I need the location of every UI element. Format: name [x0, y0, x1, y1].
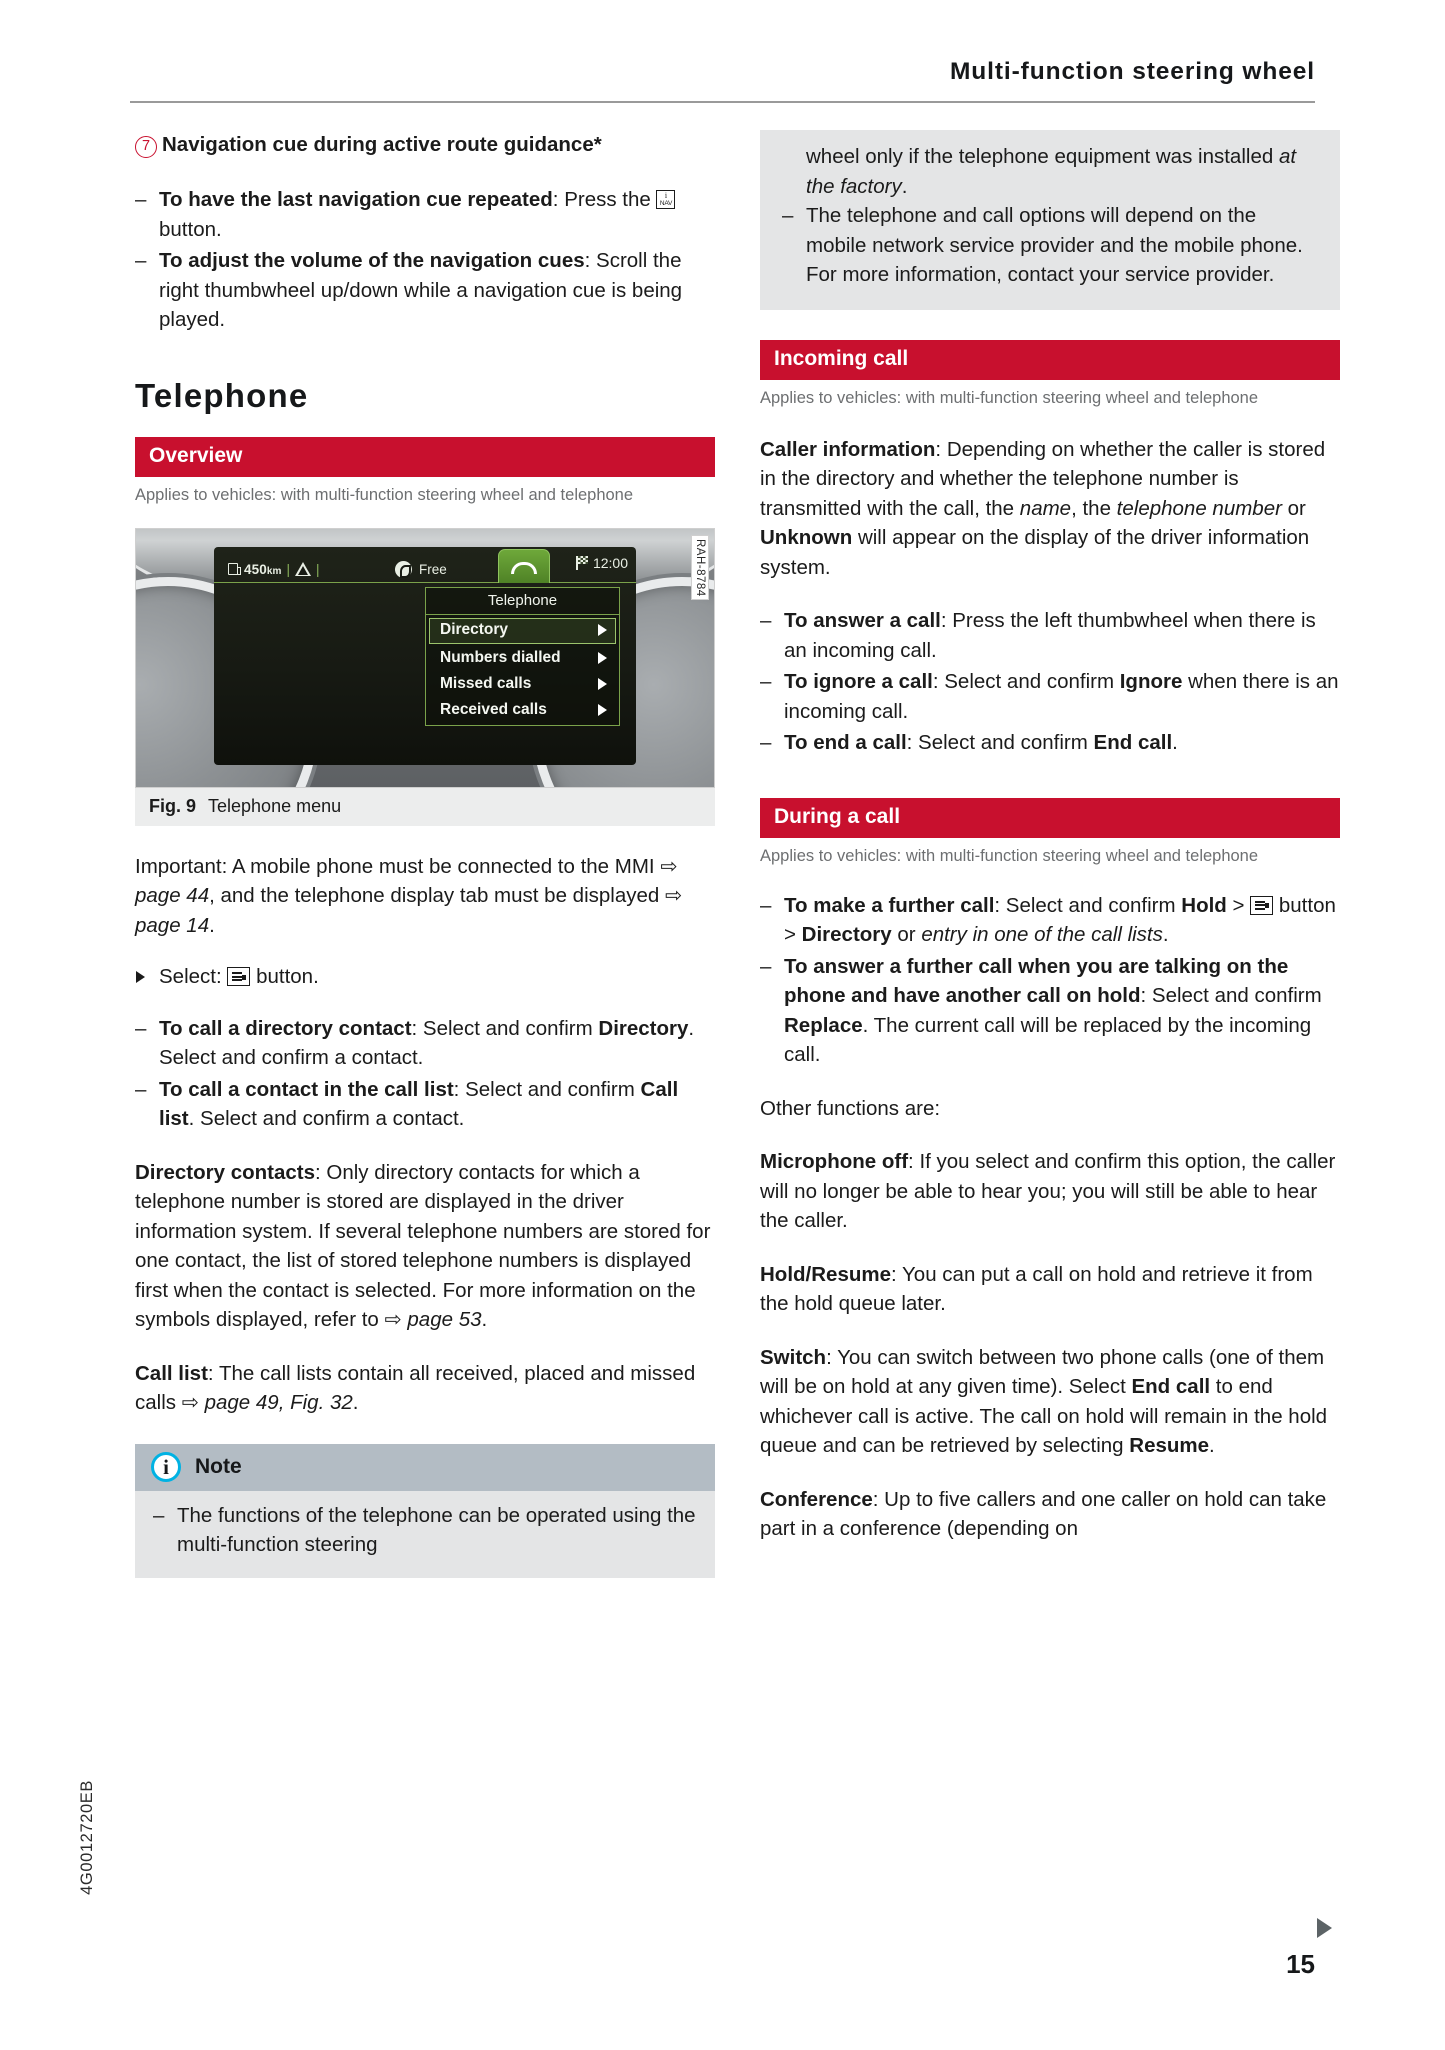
- left-column: [135, 130, 715, 1578]
- paragraph-bold-term: Microphone off: [760, 1150, 909, 1173]
- item-bold-label: To have the last navigation cue repeated: [159, 188, 553, 211]
- item-text: : Select and confirm: [906, 731, 1094, 754]
- mmi-bar: [232, 976, 243, 978]
- item-text-tail: when there is an incoming call.: [784, 670, 1339, 723]
- paragraph-tail: .: [352, 1391, 359, 1414]
- nav-button-icon: [656, 190, 675, 209]
- paragraph-bold-term: Conference: [760, 1487, 873, 1511]
- item-bold-term: Ignore: [1119, 670, 1183, 693]
- info-icon: i: [151, 1452, 181, 1482]
- menu-title: Telephone: [426, 588, 619, 615]
- mmi-bar: [232, 972, 243, 974]
- incoming-call-actions-list: [760, 606, 1340, 758]
- item-bold-hold: Hold: [1181, 893, 1227, 917]
- note-continuation-box: [760, 130, 1340, 310]
- header-divider: [130, 101, 1315, 103]
- menu-item-label: Numbers dialled: [440, 649, 561, 666]
- item-bold-label: To ignore a call: [784, 670, 933, 693]
- call-list-paragraph: [135, 1359, 715, 1418]
- item-text: : Select and confirm: [411, 1016, 599, 1040]
- mmi-button-icon: [1250, 896, 1273, 915]
- dash-marker: –: [760, 893, 772, 917]
- note-continuation-first: [782, 142, 1320, 201]
- bluetooth-icon: [395, 561, 412, 578]
- mmi-bar: [232, 979, 243, 981]
- paragraph-text-2: , the: [1071, 496, 1117, 520]
- menu-item-received-calls[interactable]: [430, 699, 615, 723]
- item-bold-label: To call a contact in the call list: [159, 1077, 454, 1101]
- section-title-telephone: Telephone: [135, 376, 309, 414]
- note-item-text: The functions of the telephone can be operated using the multi-function steering: [177, 1503, 696, 1556]
- select-step-suffix: button.: [250, 965, 319, 988]
- page-number: 15: [1286, 1949, 1315, 1979]
- paragraph-text: : If you select and confirm this option, the caller will no longer be able to hear you; you will still be able to hear the caller.: [760, 1150, 1336, 1232]
- chevron-right-icon: [598, 624, 607, 636]
- dash-marker: –: [135, 249, 147, 272]
- item-text-1: : Select and confirm: [994, 893, 1182, 917]
- item-bold-replace: Replace: [784, 1013, 863, 1037]
- mmi-dot: [1265, 903, 1269, 908]
- range-number: 450: [244, 561, 267, 577]
- bluetooth-status-group: [395, 561, 447, 578]
- item-italic-calllists: entry in one of the call lists: [921, 923, 1163, 946]
- status-separator: |: [316, 561, 320, 577]
- item-text-2: . The current call will be replaced by the incoming call.: [784, 1013, 1312, 1066]
- figure-caption: [135, 788, 715, 826]
- dash-marker: –: [760, 609, 772, 632]
- item-bold-term: End call: [1093, 731, 1173, 754]
- item-bold-label: To answer a further call when you are talking on the phone and have another call on hold: [784, 954, 1289, 1007]
- menu-item-label: Missed calls: [440, 675, 532, 692]
- callout-heading-text: Navigation cue during active route guidance*: [162, 133, 602, 156]
- reference-arrow-icon: ⇨: [664, 884, 683, 907]
- phone-handset-icon: [511, 562, 537, 574]
- page-reference-53: page 53: [407, 1308, 482, 1331]
- note-continuation-list: [782, 201, 1320, 290]
- item-text: : Press the: [552, 188, 657, 211]
- continuation-tail: .: [901, 174, 908, 198]
- fuel-pump-icon: [228, 563, 238, 575]
- menu-item-directory[interactable]: [429, 618, 616, 644]
- continuation-triangle-icon: [1317, 1918, 1332, 1938]
- right-column: [760, 130, 1340, 1544]
- page-reference-49: page 49, Fig. 32: [204, 1391, 353, 1414]
- list-item: [135, 246, 715, 335]
- important-paragraph: [135, 852, 715, 941]
- mmi-bar: [1255, 901, 1266, 903]
- mmi-button-icon: [227, 967, 250, 986]
- mmi-bar: [1255, 904, 1266, 906]
- item-text-2: >: [1226, 893, 1251, 917]
- list-item: [760, 667, 1340, 726]
- item-text: : Select and confirm: [453, 1077, 641, 1101]
- range-unit: km: [266, 565, 282, 577]
- item-text: : Scroll the right thumbwheel up/down while a navigation cue is being played.: [159, 249, 683, 331]
- list-item: [760, 728, 1340, 758]
- list-item: [135, 1075, 715, 1134]
- dash-marker: –: [760, 731, 772, 754]
- warning-triangle-icon: [295, 562, 311, 576]
- paragraph-text: : The call lists contain all received, placed and missed calls: [135, 1361, 696, 1414]
- applies-to-overview: Applies to vehicles: with multi-function steering wheel and telephone: [135, 485, 634, 504]
- paragraph-italic-name: name: [1019, 496, 1072, 520]
- page-title: Multi-function steering wheel: [949, 58, 1315, 85]
- paragraph-bold-resume: Resume: [1129, 1434, 1210, 1457]
- nav-icon-i-glyph: i: [664, 191, 668, 200]
- chevron-right-icon: [598, 678, 607, 690]
- paragraph-italic-number: telephone number: [1116, 496, 1282, 520]
- paragraph-text: : Up to five callers and one caller on hold can take part in a conference (depending on: [760, 1487, 1327, 1540]
- paragraph-text-3: or: [1281, 496, 1306, 520]
- item-text-5: .: [1162, 923, 1169, 946]
- note-header: [135, 1444, 715, 1491]
- menu-item-label: Directory: [440, 621, 509, 638]
- item-bold-label: To call a directory contact: [159, 1016, 412, 1040]
- caller-information-paragraph: [760, 435, 1340, 583]
- menu-item-missed-calls[interactable]: [430, 673, 615, 697]
- conference-paragraph: [760, 1485, 1340, 1544]
- subsection-bar-incoming-call: Incoming call: [760, 340, 1340, 380]
- triangle-bullet-icon: [136, 971, 145, 983]
- item-bold-directory: Directory: [801, 923, 892, 946]
- item-text: : Select and confirm: [932, 670, 1120, 693]
- note-list: [153, 1501, 697, 1560]
- reference-arrow-icon: ⇨: [384, 1308, 408, 1331]
- menu-item-label: Received calls: [440, 701, 547, 718]
- navigation-tab-group[interactable]: [576, 555, 628, 571]
- page-reference-14: page 14: [135, 913, 210, 937]
- status-separator: |: [286, 561, 290, 577]
- dash-marker: –: [153, 1503, 165, 1527]
- item-bold-term: Call list: [159, 1077, 679, 1130]
- list-item: [760, 606, 1340, 665]
- list-item: [135, 1014, 715, 1073]
- paragraph-text-4: will appear on the display of the driver information system.: [760, 526, 1310, 579]
- figure-image: [135, 528, 715, 788]
- dash-marker: –: [760, 670, 772, 693]
- subsection-bar-during-a-call: During a call: [760, 798, 1340, 838]
- chevron-right-icon: [598, 652, 607, 664]
- driver-information-display: [214, 547, 636, 765]
- item-text-3: button >: [784, 893, 1336, 946]
- list-item: [153, 1501, 697, 1560]
- paragraph-text-1: : You can switch between two phone calls (one of them will be on hold at any given time). Select: [760, 1345, 1325, 1398]
- paragraph-text: : You can put a call on hold and retrieve it from the hold queue later.: [760, 1262, 1313, 1315]
- item-text-tail: . Select and confirm a contact.: [188, 1107, 465, 1130]
- hold-resume-paragraph: [760, 1260, 1340, 1319]
- dash-marker: –: [135, 188, 147, 211]
- applies-to-during-a-call: Applies to vehicles: with multi-function steering wheel and telephone: [760, 846, 1259, 865]
- mmi-bar: [1255, 908, 1266, 910]
- applies-to-incoming-call: Applies to vehicles: with multi-function steering wheel and telephone: [760, 388, 1259, 407]
- during-call-actions-list: [760, 891, 1340, 1070]
- menu-item-numbers-dialled[interactable]: [430, 647, 615, 671]
- note-item-text: The telephone and call options will depend on the mobile network service provider and the mobile phone. For more information, contact your service provider.: [806, 204, 1303, 286]
- continuation-italic: at the factory: [806, 145, 1297, 198]
- paragraph-text-1: : Depending on whether the caller is stored in the directory and whether the telephone number is transmitted with the call, the: [760, 437, 1326, 520]
- dash-marker: –: [782, 204, 794, 227]
- paragraph-text-2: to end whichever call is active. The call on hold will remain in the hold queue and can be retrieved by selecting: [760, 1375, 1328, 1457]
- figure-caption-text: Telephone menu: [208, 795, 342, 816]
- paragraph-bold-term: Switch: [760, 1345, 827, 1369]
- paragraph-text: : Only directory contacts for which a telephone number is stored are displayed in the driver information system. If several telephone numbers are stored for one contact, the list of stored telephone numbers is displayed first when the contact is selected. For more information on the symbols displayed, refer to: [135, 1160, 711, 1331]
- checkered-flag-icon: [576, 556, 588, 570]
- phone-tab-active[interactable]: [498, 549, 550, 583]
- item-text-4: or: [891, 923, 922, 946]
- paragraph-tail: .: [481, 1308, 488, 1331]
- other-functions-lead: Other functions are:: [760, 1096, 941, 1120]
- select-step-list: [135, 962, 715, 992]
- item-text: : Press the left thumbwheel when there is an incoming call.: [784, 609, 1316, 662]
- microphone-off-paragraph: [760, 1147, 1340, 1236]
- item-bold-label: To answer a call: [784, 609, 941, 632]
- note-title: Note: [195, 1454, 242, 1478]
- item-text-tail: . Select and confirm a contact.: [159, 1016, 695, 1069]
- item-bold-label: To make a further call: [784, 893, 995, 917]
- clock-value: 12:00: [592, 554, 628, 571]
- status-left-group: [228, 562, 320, 577]
- paragraph-bold-term: Hold/Resume: [760, 1262, 891, 1286]
- important-tail: .: [209, 913, 215, 937]
- list-item: [760, 891, 1340, 950]
- note-body: [135, 1491, 715, 1578]
- paragraph-bold-term: Directory contacts: [135, 1160, 316, 1184]
- item-bold-term: Directory: [598, 1016, 689, 1040]
- call-methods-list: [135, 1014, 715, 1134]
- callout-number-badge: 7: [135, 136, 157, 158]
- paragraph-bold-term: Call list: [135, 1361, 208, 1385]
- dash-marker: –: [135, 1077, 147, 1101]
- item-text-1: : Select and confirm: [1140, 984, 1322, 1007]
- note-box: [135, 1444, 715, 1578]
- bluetooth-status-text: Free: [418, 561, 447, 577]
- list-item: [135, 962, 715, 992]
- figure-reference-code: RAH-8784: [691, 535, 709, 601]
- list-item: [782, 201, 1320, 290]
- nav-icon-nav-glyph: NAV: [659, 200, 673, 207]
- directory-contacts-paragraph: [135, 1158, 715, 1335]
- important-mid: , and the telephone display tab must be displayed: [209, 884, 665, 907]
- dash-marker: –: [760, 954, 772, 978]
- item-bold-label: To end a call: [784, 731, 907, 754]
- continuation-text: wheel only if the telephone equipment was installed: [806, 145, 1279, 168]
- paragraph-bold-unknown: Unknown: [760, 526, 853, 549]
- figure-telephone-menu: [135, 528, 715, 826]
- list-item: [135, 185, 715, 244]
- figure-caption-number: Fig. 9: [149, 795, 197, 816]
- item-bold-label: To adjust the volume of the navigation cues: [159, 249, 585, 272]
- item-text-tail: .: [1172, 731, 1178, 754]
- document-part-number: 4G0012720EB: [78, 1780, 96, 1895]
- dash-marker: –: [135, 1016, 147, 1040]
- paragraph-bold-endcall: End call: [1131, 1375, 1211, 1398]
- switch-paragraph: [760, 1343, 1340, 1461]
- display-status-bar: [214, 554, 636, 583]
- reference-arrow-icon: ⇨: [181, 1391, 205, 1414]
- reference-arrow-icon: ⇨: [660, 854, 678, 878]
- list-item: [760, 952, 1340, 1070]
- subsection-bar-overview: Overview: [135, 437, 715, 477]
- page-reference-44: page 44: [135, 884, 210, 907]
- paragraph-bold-term: Caller information: [760, 437, 936, 461]
- telephone-menu-panel: [425, 587, 620, 726]
- important-lead: Important: A mobile phone must be connected to the MMI: [135, 854, 661, 878]
- page-header: [130, 58, 1315, 86]
- chevron-right-icon: [598, 704, 607, 716]
- select-step-prefix: Select:: [159, 965, 228, 988]
- callout-heading: [135, 130, 715, 159]
- navigation-cue-list: [135, 185, 715, 335]
- paragraph-text-3: .: [1209, 1434, 1215, 1457]
- mmi-dot: [242, 975, 246, 980]
- item-text-tail: button.: [159, 217, 222, 241]
- range-value: [244, 562, 281, 577]
